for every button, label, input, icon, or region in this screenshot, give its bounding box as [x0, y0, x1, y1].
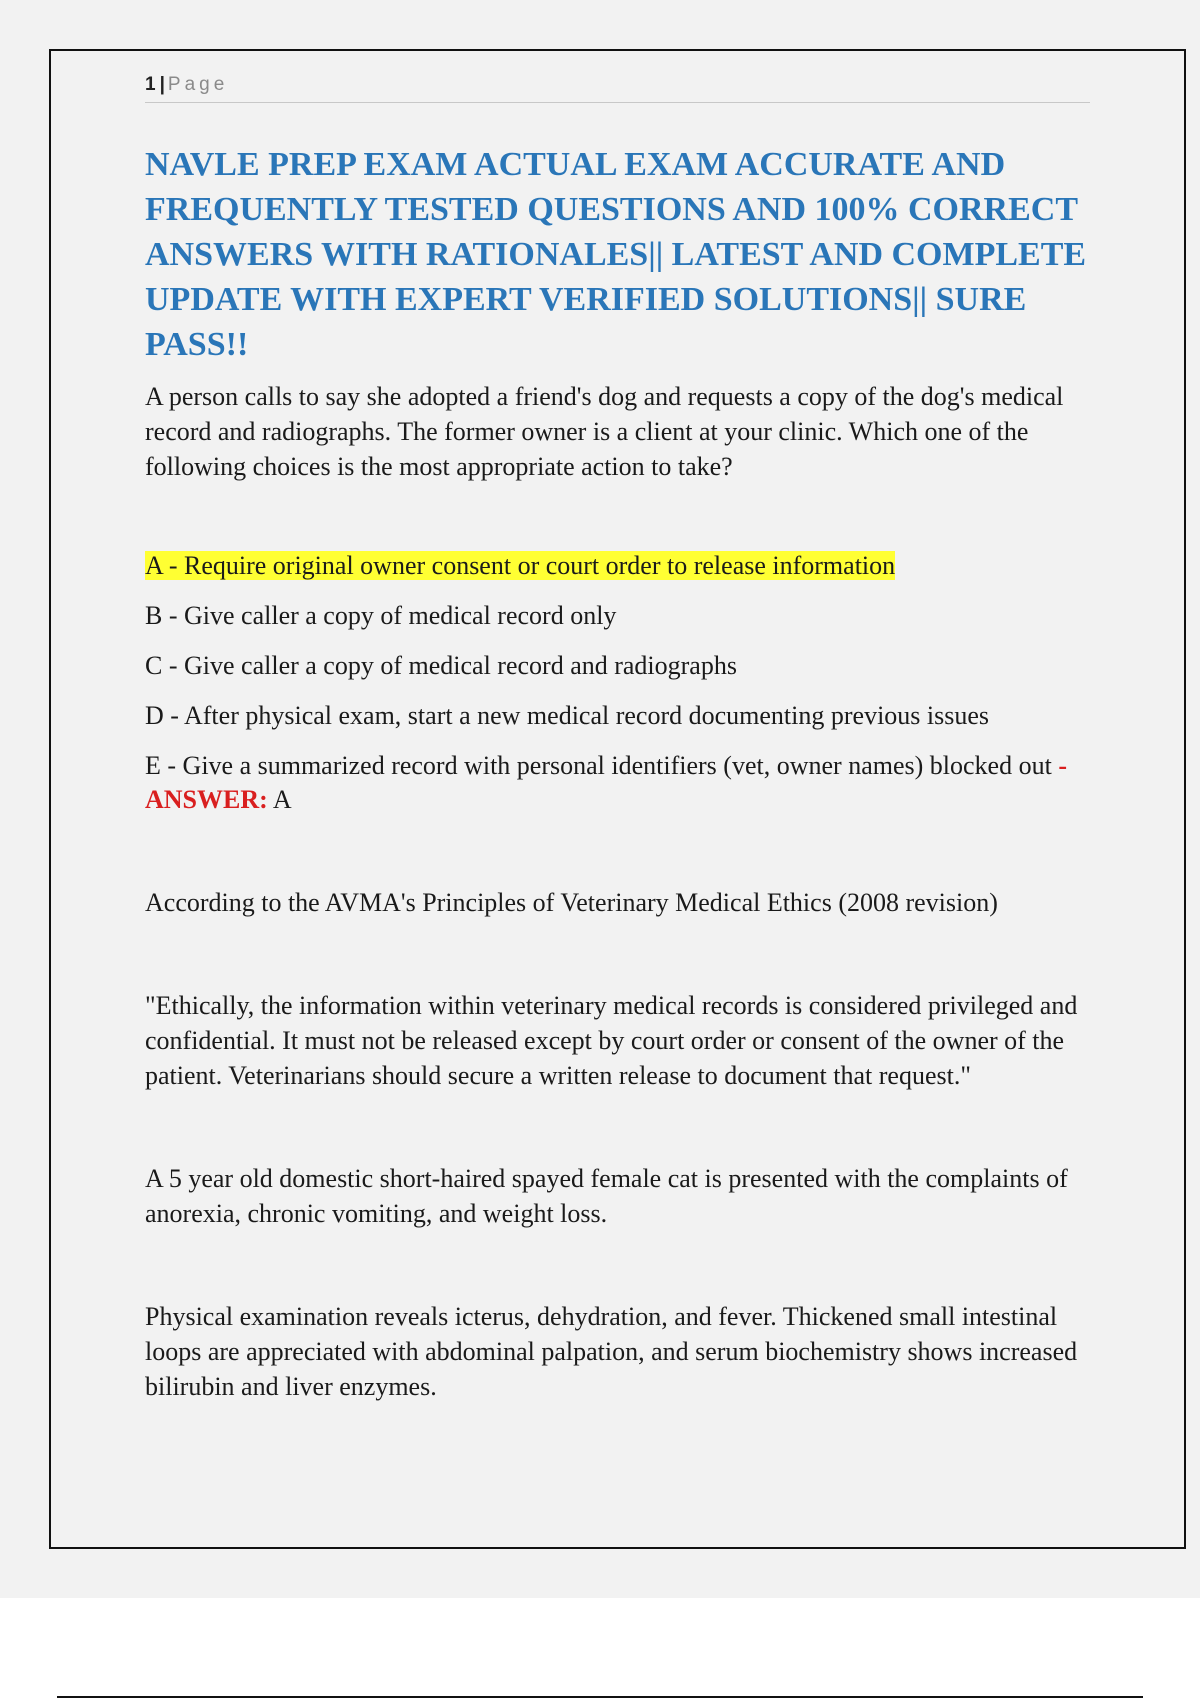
option-a [145, 549, 1095, 583]
question-text: A person calls to say she adopted a friend's dog and requests a copy of the dog's medical record and radiographs. The former owner is a client at your clinic. Which one of the following choices is the most appropriate action to take? [145, 382, 1064, 481]
option-d: D - After physical exam, start a new medical record documenting previous issues [145, 701, 990, 730]
rationale-reference: According to the AVMA's Principles of Veterinary Medical Ethics (2008 revision) [145, 888, 998, 917]
option-e [145, 749, 1095, 817]
page-separator: | [159, 74, 165, 95]
page-content [145, 142, 1095, 1404]
page-label: Page [167, 74, 229, 95]
rationale-quote: "Ethically, the information within veterinary medical records is considered privileged and confidential. It must not be released except by court order or consent of the owner of the patient. Veterinarians should secure a written release to document that request." [145, 991, 1078, 1090]
option-a-highlighted-text: A - Require original owner consent or court order to release information [145, 551, 896, 580]
option-c: C - Give caller a copy of medical record and radiographs [145, 651, 737, 680]
answer-label: - ANSWER: [145, 751, 1067, 814]
next-question-presentation: A 5 year old domestic short-haired spayed female cat is presented with the complaints of anorexia, chronic vomiting, and weight loss. [145, 1164, 1068, 1228]
page-header [145, 72, 1090, 103]
option-b: B - Give caller a copy of medical record only [145, 601, 617, 630]
document-title: NAVLE PREP EXAM ACTUAL EXAM ACCURATE AND FREQUENTLY TESTED QUESTIONS AND 100% CORRECT ANSWERS WITH RATIONALES|| LATEST AND COMPLETE UPDATE WITH EXPERT VERIFIED SOLUTIONS|| SURE PASS!! [145, 146, 1087, 363]
page-number: 1 [145, 74, 156, 95]
answer-value: A [267, 785, 292, 814]
option-e-text: E - Give a summarized record with personal identifiers (vet, owner names) blocked out [145, 751, 1052, 780]
next-question-exam-findings: Physical examination reveals icterus, dehydration, and fever. Thickened small intestinal loops are appreciated with abdominal palpation, and serum biochemistry shows increased bilirubin and liver enzymes. [145, 1302, 1078, 1401]
bottom-divider [57, 1696, 1143, 1698]
